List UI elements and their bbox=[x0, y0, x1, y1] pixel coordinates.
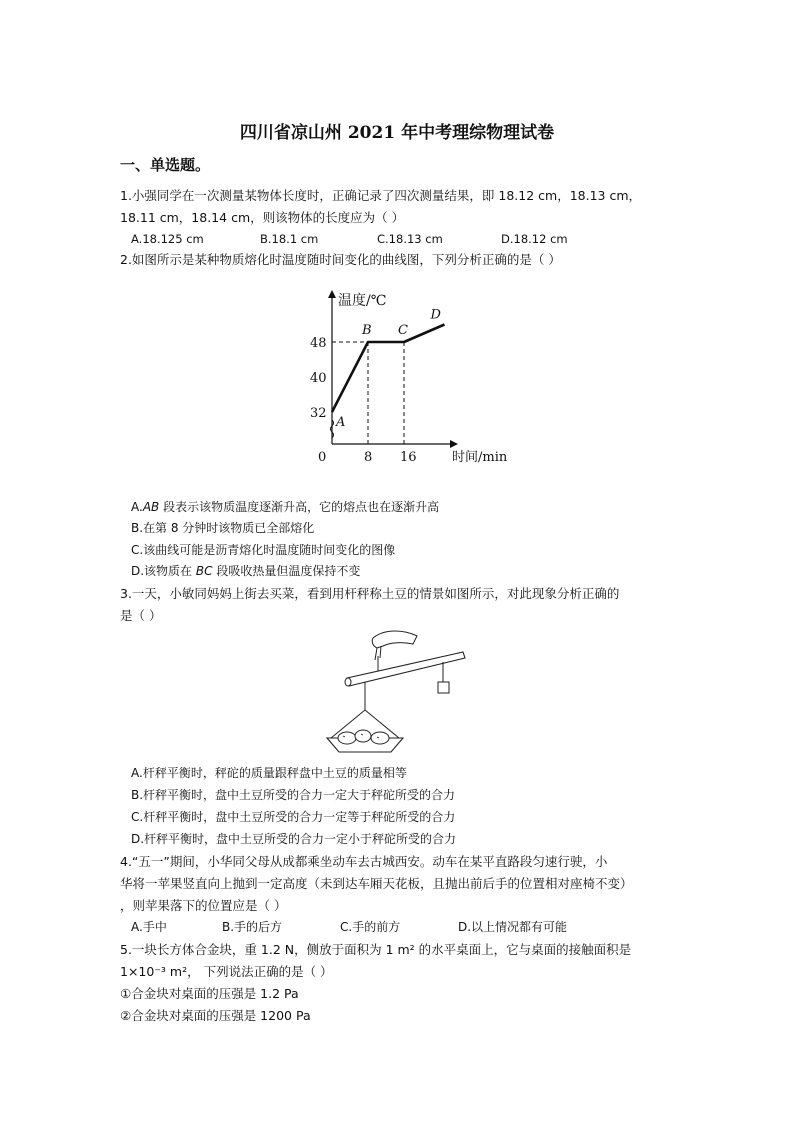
point-label: B bbox=[362, 323, 372, 338]
point-label: C bbox=[398, 323, 408, 338]
q4-option-b: B.手的后方 bbox=[222, 920, 283, 934]
q2-stem: 2.如图所示是某种物质熔化时温度随时间变化的曲线图，下列分析正确的是（ ） bbox=[120, 252, 561, 267]
q1-line2: 18.11 cm，18.14 cm，则该物体的长度应为（ ） bbox=[120, 210, 405, 225]
melting-curve-chart bbox=[300, 284, 508, 474]
q3-line1: 3.一天，小敏同妈妈上街去买菜，看到用杆秤称土豆的情景如图所示，对此现象分析正确的 bbox=[120, 586, 620, 601]
q3-line2: 是（ ） bbox=[120, 608, 162, 623]
y-axis-arrow bbox=[328, 290, 336, 298]
q4-line2: 华将一苹果竖直向上抛到一定高度（未到达车厢天花板，且抛出前后手的位置相对座椅不变） bbox=[120, 876, 633, 891]
point-label: A bbox=[336, 415, 346, 430]
q4-option-c: C.手的前方 bbox=[340, 920, 401, 934]
q4-line1: 4.“五一”期间，小华同父母从成都乘坐动车去古城西安。动车在某平直路段匀速行驶，小 bbox=[120, 854, 608, 869]
y-tick-label: 32 bbox=[310, 406, 327, 421]
q3-option-b: B.杆秤平衡时，盘中土豆所受的合力一定大于秤砣所受的合力 bbox=[131, 788, 456, 802]
melting-curve bbox=[332, 325, 445, 413]
q2-option-d: D.该物质在 BC 段吸收热量但温度保持不变 bbox=[131, 564, 361, 578]
q2-option-b: B.在第 8 分钟时该物质已全部熔化 bbox=[131, 521, 315, 535]
q3-option-d: D.杆秤平衡时，盘中土豆所受的合力一定小于秤砣所受的合力 bbox=[131, 832, 457, 846]
x-axis-label: 时间/min bbox=[452, 450, 508, 465]
section-heading: 一、单选题。 bbox=[120, 156, 211, 174]
q5-line2: 1×10⁻³ m²， 下列说法正确的是（ ） bbox=[120, 964, 333, 979]
q5-item2: ②合金块对桌面的压强是 1200 Pa bbox=[120, 1008, 311, 1023]
x-tick-label: 8 bbox=[364, 450, 373, 465]
steelyard-illustration bbox=[325, 626, 475, 761]
q1-option-a: A.18.125 cm bbox=[131, 232, 204, 246]
q4-line3: ，则苹果落下的位置应是（ ） bbox=[120, 898, 287, 913]
y-tick-label: 40 bbox=[310, 371, 327, 386]
x-tick-label: 16 bbox=[400, 450, 417, 465]
y-axis-label: 温度/℃ bbox=[338, 293, 387, 309]
q5-line1: 5.一块长方体合金块，重 1.2 N，侧放于面积为 1 m² 的水平桌面上，它与桌面的接触面积是 bbox=[120, 942, 632, 957]
q2-option-a: A.AB 段表示该物质温度逐渐升高，它的熔点也在逐渐升高 bbox=[131, 500, 440, 514]
y-tick-label: 48 bbox=[310, 336, 327, 351]
q3-option-c: C.杆秤平衡时，盘中土豆所受的合力一定等于秤砣所受的合力 bbox=[131, 810, 456, 824]
x-axis-arrow bbox=[450, 440, 458, 448]
counterweight bbox=[438, 682, 449, 693]
steelyard-beam bbox=[347, 652, 465, 686]
q1-option-c: C.18.13 cm bbox=[377, 232, 443, 246]
q4-option-a: A.手中 bbox=[131, 920, 167, 934]
q1-line1: 1.小强同学在一次测量某物体长度时，正确记录了四次测量结果，即 18.12 cm，18.13 cm， bbox=[120, 188, 642, 203]
point-label: D bbox=[430, 307, 441, 323]
q1-option-b: B.18.1 cm bbox=[260, 232, 319, 246]
q4-option-d: D.以上情况都有可能 bbox=[458, 920, 568, 934]
q5-item1: ①合金块对桌面的压强是 1.2 Pa bbox=[120, 986, 299, 1001]
page-title: 四川省凉山州 2021 年中考理综物理试卷 bbox=[239, 123, 555, 143]
q2-option-c: C.该曲线可能是沥青熔化时温度随时间变化的图像 bbox=[131, 543, 396, 557]
hand-icon bbox=[372, 631, 417, 648]
q1-option-d: D.18.12 cm bbox=[501, 232, 568, 246]
x-tick-label: 0 bbox=[318, 450, 327, 465]
q3-option-a: A.杆秤平衡时，秤砣的质量跟秤盘中土豆的质量相等 bbox=[131, 766, 407, 780]
